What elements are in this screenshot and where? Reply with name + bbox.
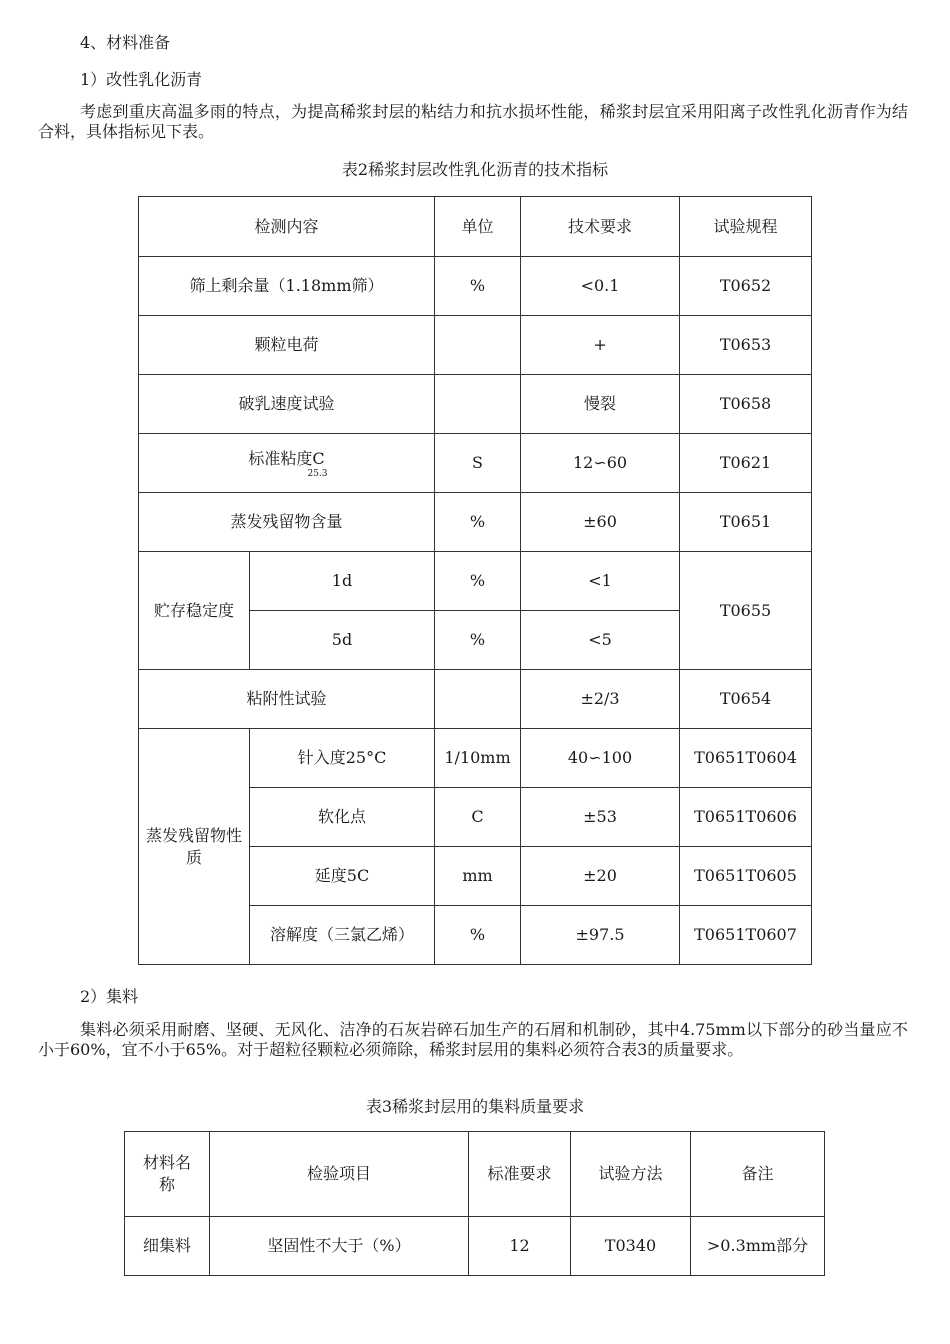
table2-item: 软化点 xyxy=(250,788,435,847)
table2-storage-label: 贮存稳定度 xyxy=(139,552,250,670)
table2-unit: C xyxy=(435,788,521,847)
table2-test: T0654 xyxy=(680,670,812,729)
table3 xyxy=(124,1131,825,1276)
table2-test: T0655 xyxy=(680,552,812,670)
table-row xyxy=(139,434,812,493)
table2-req: 12∽60 xyxy=(521,434,680,493)
table2-unit: S xyxy=(435,434,521,493)
table-row xyxy=(139,493,812,552)
table2-item: 针入度25°C xyxy=(250,729,435,788)
table-row xyxy=(139,375,812,434)
paragraph-asphalt: 考虑到重庆高温多雨的特点，为提高稀浆封层的粘结力和抗水损坏性能，稀浆封层宜采用阳离子改性乳化沥青作为结合料，具体指标见下表。 xyxy=(38,102,908,141)
table-row xyxy=(139,670,812,729)
table2-unit: % xyxy=(435,552,521,611)
table2-req: ±97.5 xyxy=(521,906,680,965)
table2-unit xyxy=(435,670,521,729)
subsection-emulsified-asphalt: 1）改性乳化沥青 xyxy=(80,70,203,89)
table2-req: 慢裂 xyxy=(521,375,680,434)
table2-item: 筛上剩余量（1.18mm筛） xyxy=(139,257,435,316)
table2 xyxy=(138,196,812,965)
table3-header-row xyxy=(125,1132,825,1217)
table3-caption: 表3稀浆封层用的集料质量要求 xyxy=(365,1097,585,1116)
table2-req: <1 xyxy=(521,552,680,611)
table2-test: T0653 xyxy=(680,316,812,375)
table2-req: <0.1 xyxy=(521,257,680,316)
table3-header: 标准要求 xyxy=(469,1132,571,1217)
table2-unit: % xyxy=(435,493,521,552)
table2-item: 颗粒电荷 xyxy=(139,316,435,375)
table2-test: T0651T0607 xyxy=(680,906,812,965)
table3-header: 检验项目 xyxy=(210,1132,469,1217)
table2-item-subscript: 25.3 xyxy=(307,468,328,479)
table2-req: ±2/3 xyxy=(521,670,680,729)
table2-header-row xyxy=(139,197,812,257)
table2-header: 技术要求 xyxy=(521,197,680,257)
table2-req: 40∽100 xyxy=(521,729,680,788)
table3-header: 材料名称 xyxy=(125,1132,210,1217)
table2-test: T0651T0606 xyxy=(680,788,812,847)
table2-item: 溶解度（三氯乙烯） xyxy=(250,906,435,965)
table2-test: T0651 xyxy=(680,493,812,552)
table2-unit: % xyxy=(435,611,521,670)
table3-material: 细集料 xyxy=(125,1217,210,1276)
table2-item: 5d xyxy=(250,611,435,670)
table2-unit xyxy=(435,375,521,434)
table-row xyxy=(139,729,812,788)
section-heading: 4、材料准备 xyxy=(80,33,171,52)
table2-header: 试验规程 xyxy=(680,197,812,257)
table3-req: 12 xyxy=(469,1217,571,1276)
table-row xyxy=(125,1217,825,1276)
table3-header: 试验方法 xyxy=(571,1132,691,1217)
table2-test: T0621 xyxy=(680,434,812,493)
table2-req: ±60 xyxy=(521,493,680,552)
table2-req: + xyxy=(521,316,680,375)
table2-item: 标准粘度C xyxy=(248,448,325,468)
table2-caption: 表2稀浆封层改性乳化沥青的技术指标 xyxy=(341,160,609,179)
table2-unit: % xyxy=(435,906,521,965)
table2-header: 单位 xyxy=(435,197,521,257)
table2-item: 1d xyxy=(250,552,435,611)
table2-unit: mm xyxy=(435,847,521,906)
table2-item: 破乳速度试验 xyxy=(139,375,435,434)
table2-test: T0658 xyxy=(680,375,812,434)
table-row xyxy=(139,552,812,611)
table-row xyxy=(139,316,812,375)
table2-residue-label: 蒸发残留物性质 xyxy=(139,729,250,965)
table2-req: ±20 xyxy=(521,847,680,906)
paragraph-aggregate: 集料必须采用耐磨、坚硬、无风化、洁净的石灰岩碎石加生产的石屑和机制砂，其中4.75mm以下部分的砂当量应不小于60%，宜不小于65%。对于超粒径颗粒必须筛除，稀浆封层用的集料必须符合表3的质量要求。 xyxy=(38,1020,908,1059)
table-row xyxy=(139,257,812,316)
table2-item: 延度5C xyxy=(250,847,435,906)
table2-header: 检测内容 xyxy=(139,197,435,257)
table3-header: 备注 xyxy=(691,1132,825,1217)
table2-item: 蒸发残留物含量 xyxy=(139,493,435,552)
table3-method: T0340 xyxy=(571,1217,691,1276)
table2-test: T0651T0604 xyxy=(680,729,812,788)
table2-unit xyxy=(435,316,521,375)
table3-note: >0.3mm部分 xyxy=(691,1217,825,1276)
table2-item: 粘附性试验 xyxy=(139,670,435,729)
table2-unit: 1/10mm xyxy=(435,729,521,788)
table2-test: T0652 xyxy=(680,257,812,316)
table3-item: 坚固性不大于（%） xyxy=(210,1217,469,1276)
table2-req: <5 xyxy=(521,611,680,670)
table2-unit: % xyxy=(435,257,521,316)
subsection-aggregate: 2）集料 xyxy=(80,987,139,1006)
table2-item-viscosity xyxy=(139,434,435,493)
table2-req: ±53 xyxy=(521,788,680,847)
table2-test: T0651T0605 xyxy=(680,847,812,906)
